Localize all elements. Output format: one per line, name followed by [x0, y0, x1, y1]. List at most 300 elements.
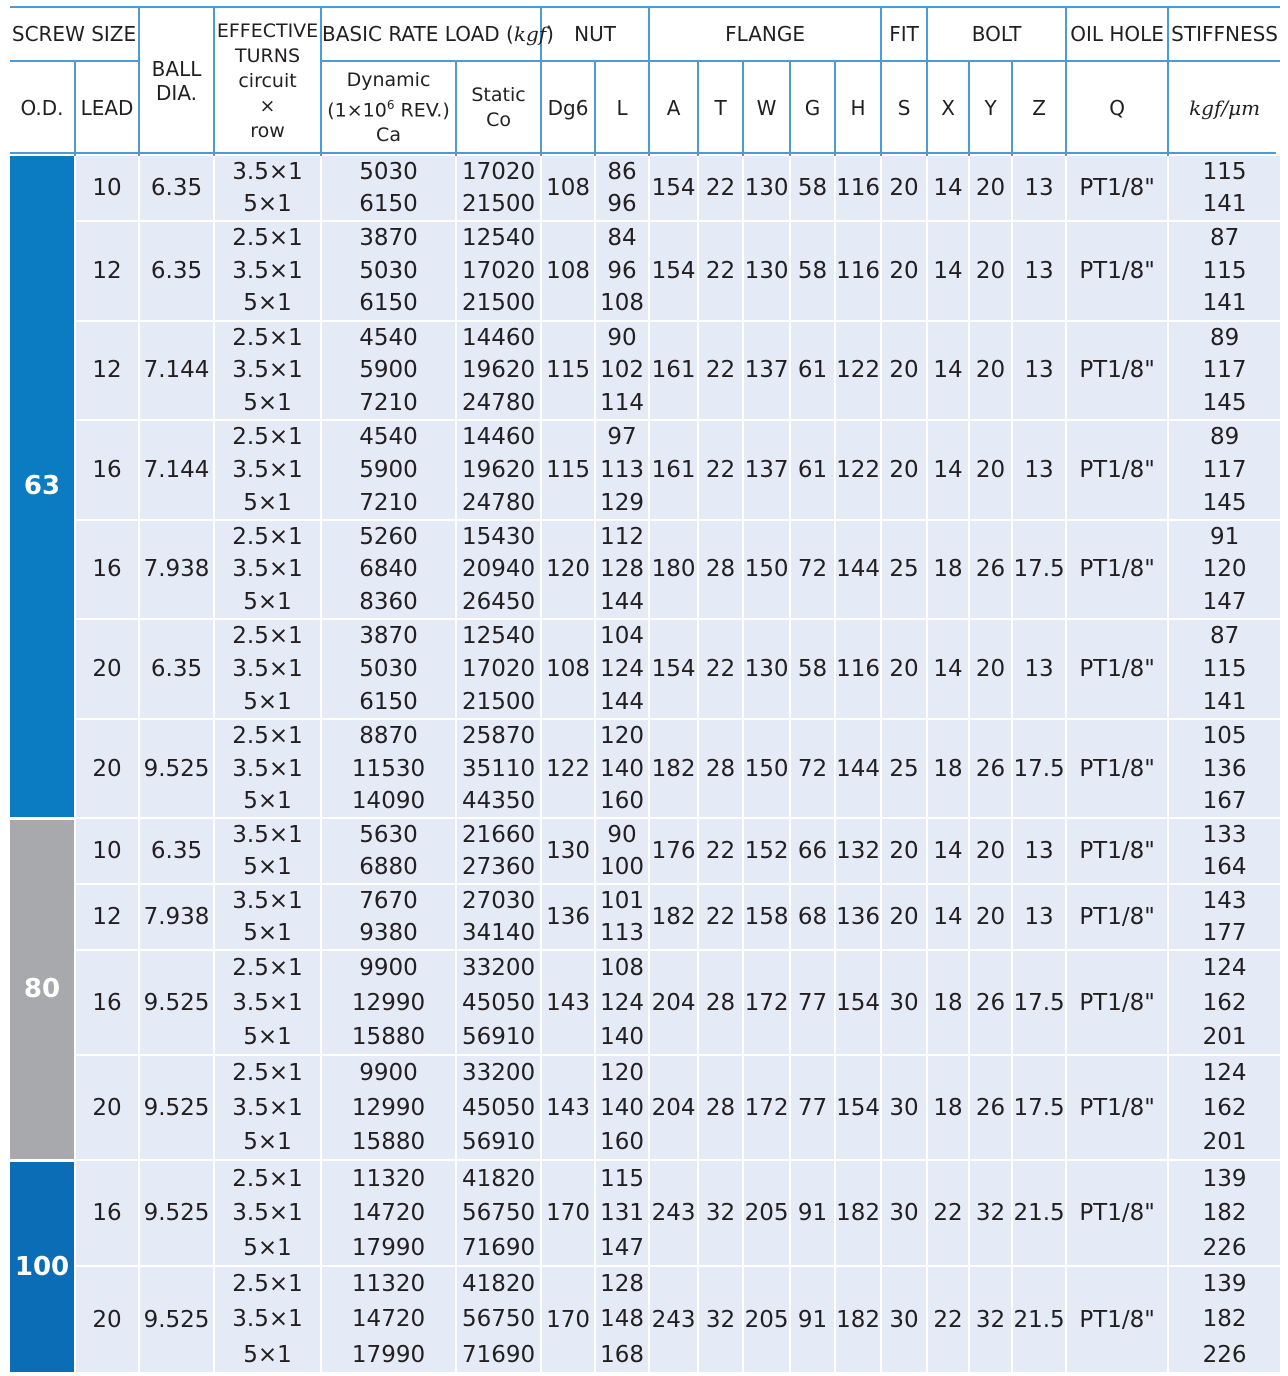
cell-s: 30: [881, 1266, 927, 1372]
cell-s: 25: [881, 719, 927, 819]
cell-l: 120: [595, 719, 649, 752]
cell-t: 28: [698, 950, 743, 1055]
cell-ball: 7.938: [139, 520, 214, 620]
cell-co: 21500: [456, 188, 541, 221]
cell-stiff: 141: [1168, 287, 1280, 320]
ball-screw-spec-table: [10, 6, 1280, 1372]
cell-x: 14: [927, 619, 969, 719]
cell-l: 96: [595, 254, 649, 287]
table-row: [10, 321, 1280, 354]
cell-ca: 6150: [321, 686, 456, 719]
cell-l: 101: [595, 884, 649, 917]
cell-turns: 3.5×1: [214, 1090, 321, 1125]
cell-w: 205: [743, 1160, 790, 1266]
cell-s: 20: [881, 321, 927, 421]
cell-l: 90: [595, 818, 649, 851]
cell-stiff: 87: [1168, 221, 1280, 254]
table-row: [10, 884, 1280, 917]
cell-l: 140: [595, 1090, 649, 1125]
cell-turns: 2.5×1: [214, 1160, 321, 1195]
cell-co: 56750: [456, 1196, 541, 1231]
cell-h: 132: [835, 818, 881, 884]
cell-lead: 12: [75, 221, 139, 321]
cell-g: 66: [790, 818, 835, 884]
cell-s: 30: [881, 1160, 927, 1266]
cell-turns: 3.5×1: [214, 985, 321, 1020]
cell-dg6: 170: [541, 1160, 595, 1266]
cell-l: 168: [595, 1337, 649, 1372]
cell-co: 25870: [456, 719, 541, 752]
cell-turns: 2.5×1: [214, 1055, 321, 1090]
cell-y: 20: [969, 221, 1012, 321]
a-header: A: [649, 61, 698, 155]
cell-y: 20: [969, 420, 1012, 520]
cell-turns: 5×1: [214, 188, 321, 221]
cell-l: 100: [595, 851, 649, 884]
cell-z: 13: [1012, 619, 1066, 719]
od-cell-80: 80: [10, 818, 75, 1160]
cell-dg6: 143: [541, 950, 595, 1055]
screw-size-header: SCREW SIZE: [10, 7, 139, 61]
cell-co: 41820: [456, 1266, 541, 1301]
cell-h: 144: [835, 719, 881, 819]
cell-y: 20: [969, 619, 1012, 719]
cell-co: 14460: [456, 420, 541, 453]
cell-stiff: 182: [1168, 1302, 1280, 1337]
table-row: [10, 1055, 1280, 1090]
cell-y: 26: [969, 1055, 1012, 1160]
cell-q: PT1/8": [1066, 818, 1168, 884]
q-header: Q: [1066, 61, 1168, 155]
cell-l: 86: [595, 155, 649, 188]
cell-a: 161: [649, 321, 698, 421]
cell-h: 116: [835, 619, 881, 719]
cell-w: 152: [743, 818, 790, 884]
cell-s: 20: [881, 884, 927, 950]
cell-co: 19620: [456, 453, 541, 486]
cell-w: 130: [743, 155, 790, 221]
cell-turns: 2.5×1: [214, 619, 321, 652]
cell-lead: 20: [75, 1055, 139, 1160]
cell-l: 124: [595, 985, 649, 1020]
oil-hole-header: OIL HOLE: [1066, 7, 1168, 61]
cell-stiff: 117: [1168, 453, 1280, 486]
cell-g: 68: [790, 884, 835, 950]
cell-turns: 2.5×1: [214, 1266, 321, 1301]
cell-h: 122: [835, 321, 881, 421]
cell-y: 26: [969, 520, 1012, 620]
cell-w: 137: [743, 420, 790, 520]
cell-turns: 3.5×1: [214, 884, 321, 917]
cell-z: 13: [1012, 221, 1066, 321]
cell-lead: 20: [75, 619, 139, 719]
cell-t: 22: [698, 619, 743, 719]
cell-stiff: 167: [1168, 785, 1280, 818]
table-row: [10, 1266, 1280, 1301]
cell-ca: 14720: [321, 1302, 456, 1337]
cell-a: 176: [649, 818, 698, 884]
cell-co: 21500: [456, 686, 541, 719]
cell-ball: 9.525: [139, 950, 214, 1055]
cell-x: 14: [927, 818, 969, 884]
cell-stiff: 141: [1168, 686, 1280, 719]
cell-ca: 15880: [321, 1125, 456, 1160]
cell-y: 32: [969, 1160, 1012, 1266]
cell-z: 17.5: [1012, 1055, 1066, 1160]
cell-h: 144: [835, 520, 881, 620]
cell-a: 154: [649, 221, 698, 321]
cell-l: 114: [595, 387, 649, 420]
t-header: T: [698, 61, 743, 155]
cell-turns: 5×1: [214, 1125, 321, 1160]
cell-g: 61: [790, 321, 835, 421]
cell-turns: 3.5×1: [214, 155, 321, 188]
cell-turns: 5×1: [214, 785, 321, 818]
cell-co: 35110: [456, 752, 541, 785]
cell-stiff: 89: [1168, 321, 1280, 354]
cell-ca: 7670: [321, 884, 456, 917]
cell-co: 56910: [456, 1020, 541, 1055]
cell-ball: 6.35: [139, 221, 214, 321]
cell-s: 25: [881, 520, 927, 620]
cell-a: 182: [649, 719, 698, 819]
cell-y: 20: [969, 818, 1012, 884]
cell-co: 41820: [456, 1160, 541, 1195]
cell-co: 21500: [456, 287, 541, 320]
cell-x: 14: [927, 155, 969, 221]
cell-t: 28: [698, 719, 743, 819]
cell-co: 26450: [456, 586, 541, 619]
cell-l: 108: [595, 287, 649, 320]
cell-a: 204: [649, 1055, 698, 1160]
cell-co: 45050: [456, 1090, 541, 1125]
table-row: [10, 619, 1280, 652]
cell-z: 13: [1012, 420, 1066, 520]
cell-co: 71690: [456, 1337, 541, 1372]
cell-dg6: 108: [541, 155, 595, 221]
cell-y: 20: [969, 884, 1012, 950]
cell-t: 22: [698, 321, 743, 421]
cell-ca: 11530: [321, 752, 456, 785]
cell-stiff: 124: [1168, 1055, 1280, 1090]
nut-header: NUT: [541, 7, 649, 61]
cell-l: 144: [595, 586, 649, 619]
cell-l: 147: [595, 1231, 649, 1266]
cell-y: 26: [969, 719, 1012, 819]
cell-co: 45050: [456, 985, 541, 1020]
table-row: [10, 818, 1280, 851]
cell-w: 137: [743, 321, 790, 421]
z-header: Z: [1012, 61, 1066, 155]
cell-stiff: 164: [1168, 851, 1280, 884]
cell-stiff: 182: [1168, 1196, 1280, 1231]
cell-t: 22: [698, 221, 743, 321]
cell-ca: 5900: [321, 354, 456, 387]
cell-turns: 5×1: [214, 387, 321, 420]
cell-y: 20: [969, 321, 1012, 421]
cell-ca: 3870: [321, 221, 456, 254]
cell-co: 56750: [456, 1302, 541, 1337]
cell-ca: 5900: [321, 453, 456, 486]
cell-h: 116: [835, 155, 881, 221]
cell-l: 84: [595, 221, 649, 254]
cell-l: 112: [595, 520, 649, 553]
cell-turns: 3.5×1: [214, 652, 321, 685]
cell-co: 71690: [456, 1231, 541, 1266]
cell-l: 129: [595, 487, 649, 520]
cell-z: 17.5: [1012, 950, 1066, 1055]
cell-stiff: 87: [1168, 619, 1280, 652]
cell-l: 102: [595, 354, 649, 387]
cell-co: 12540: [456, 221, 541, 254]
cell-co: 33200: [456, 1055, 541, 1090]
cell-co: 27360: [456, 851, 541, 884]
cell-ca: 6880: [321, 851, 456, 884]
cell-dg6: 130: [541, 818, 595, 884]
cell-x: 18: [927, 520, 969, 620]
cell-ca: 5030: [321, 155, 456, 188]
cell-ca: 5630: [321, 818, 456, 851]
cell-turns: 2.5×1: [214, 520, 321, 553]
s-header: S: [881, 61, 927, 155]
spec-table-body: [10, 155, 1280, 1372]
cell-co: 17020: [456, 155, 541, 188]
table-row: [10, 520, 1280, 553]
cell-ca: 12990: [321, 985, 456, 1020]
cell-l: 124: [595, 652, 649, 685]
cell-q: PT1/8": [1066, 520, 1168, 620]
cell-turns: 5×1: [214, 487, 321, 520]
cell-lead: 20: [75, 1266, 139, 1372]
cell-s: 20: [881, 619, 927, 719]
cell-a: 161: [649, 420, 698, 520]
cell-t: 22: [698, 420, 743, 520]
cell-t: 28: [698, 520, 743, 620]
cell-y: 26: [969, 950, 1012, 1055]
table-row: [10, 221, 1280, 254]
cell-stiff: 120: [1168, 553, 1280, 586]
cell-l: 144: [595, 686, 649, 719]
cell-l: 131: [595, 1196, 649, 1231]
cell-ca: 14720: [321, 1196, 456, 1231]
cell-ca: 9900: [321, 1055, 456, 1090]
cell-co: 14460: [456, 321, 541, 354]
cell-g: 91: [790, 1266, 835, 1372]
cell-g: 77: [790, 950, 835, 1055]
cell-t: 22: [698, 884, 743, 950]
od-cell-100: 100: [10, 1160, 75, 1372]
cell-ca: 11320: [321, 1266, 456, 1301]
cell-co: 17020: [456, 652, 541, 685]
cell-turns: 3.5×1: [214, 1196, 321, 1231]
cell-lead: 12: [75, 884, 139, 950]
cell-lead: 10: [75, 818, 139, 884]
cell-l: 140: [595, 752, 649, 785]
cell-stiff: 115: [1168, 254, 1280, 287]
cell-a: 243: [649, 1266, 698, 1372]
y-header: Y: [969, 61, 1012, 155]
cell-w: 130: [743, 619, 790, 719]
cell-ca: 5030: [321, 652, 456, 685]
w-header: W: [743, 61, 790, 155]
effective-turns-header: EFFECTIVE TURNS circuit × row: [214, 7, 321, 155]
cell-co: 24780: [456, 387, 541, 420]
lead-header: LEAD: [75, 61, 139, 155]
cell-turns: 2.5×1: [214, 221, 321, 254]
cell-turns: 2.5×1: [214, 719, 321, 752]
cell-t: 32: [698, 1160, 743, 1266]
cell-t: 22: [698, 818, 743, 884]
cell-ca: 9380: [321, 917, 456, 950]
x-header: X: [927, 61, 969, 155]
cell-co: 12540: [456, 619, 541, 652]
cell-l: 97: [595, 420, 649, 453]
od-header: O.D.: [10, 61, 75, 155]
cell-g: 91: [790, 1160, 835, 1266]
flange-header: FLANGE: [649, 7, 881, 61]
cell-g: 72: [790, 719, 835, 819]
cell-ca: 9900: [321, 950, 456, 985]
cell-lead: 16: [75, 1160, 139, 1266]
cell-turns: 5×1: [214, 586, 321, 619]
cell-stiff: 139: [1168, 1160, 1280, 1195]
cell-l: 96: [595, 188, 649, 221]
cell-l: 160: [595, 785, 649, 818]
cell-stiff: 226: [1168, 1337, 1280, 1372]
cell-ca: 5260: [321, 520, 456, 553]
table-row: [10, 719, 1280, 752]
cell-g: 77: [790, 1055, 835, 1160]
cell-l: 113: [595, 917, 649, 950]
cell-s: 20: [881, 818, 927, 884]
cell-z: 13: [1012, 884, 1066, 950]
cell-x: 14: [927, 321, 969, 421]
cell-ca: 4540: [321, 321, 456, 354]
cell-x: 22: [927, 1266, 969, 1372]
cell-x: 22: [927, 1160, 969, 1266]
dg6-header: Dg6: [541, 61, 595, 155]
cell-lead: 20: [75, 719, 139, 819]
stiffness-header: STIFFNESS: [1168, 7, 1280, 61]
cell-x: 14: [927, 420, 969, 520]
cell-s: 20: [881, 155, 927, 221]
cell-co: 44350: [456, 785, 541, 818]
cell-w: 205: [743, 1266, 790, 1372]
cell-ca: 3870: [321, 619, 456, 652]
cell-turns: 5×1: [214, 287, 321, 320]
table-row: [10, 155, 1280, 188]
cell-turns: 5×1: [214, 1231, 321, 1266]
cell-turns: 5×1: [214, 1020, 321, 1055]
cell-q: PT1/8": [1066, 321, 1168, 421]
cell-l: 104: [595, 619, 649, 652]
cell-w: 172: [743, 950, 790, 1055]
cell-stiff: 145: [1168, 387, 1280, 420]
cell-turns: 3.5×1: [214, 453, 321, 486]
cell-ball: 9.525: [139, 1266, 214, 1372]
cell-stiff: 141: [1168, 188, 1280, 221]
cell-stiff: 105: [1168, 719, 1280, 752]
cell-q: PT1/8": [1066, 1055, 1168, 1160]
cell-l: 120: [595, 1055, 649, 1090]
cell-l: 113: [595, 453, 649, 486]
cell-a: 243: [649, 1160, 698, 1266]
cell-x: 14: [927, 221, 969, 321]
cell-stiff: 201: [1168, 1125, 1280, 1160]
cell-w: 150: [743, 520, 790, 620]
cell-turns: 5×1: [214, 851, 321, 884]
cell-ca: 12990: [321, 1090, 456, 1125]
cell-co: 21660: [456, 818, 541, 851]
cell-x: 18: [927, 1055, 969, 1160]
cell-turns: 3.5×1: [214, 1302, 321, 1337]
cell-turns: 2.5×1: [214, 420, 321, 453]
cell-l: 140: [595, 1020, 649, 1055]
cell-q: PT1/8": [1066, 619, 1168, 719]
table-row: [10, 1160, 1280, 1195]
cell-stiff: 136: [1168, 752, 1280, 785]
cell-l: 115: [595, 1160, 649, 1195]
cell-ball: 6.35: [139, 155, 214, 221]
cell-turns: 5×1: [214, 686, 321, 719]
cell-g: 58: [790, 619, 835, 719]
cell-z: 17.5: [1012, 520, 1066, 620]
cell-l: 148: [595, 1302, 649, 1337]
cell-q: PT1/8": [1066, 1266, 1168, 1372]
header-divider: [10, 152, 1276, 154]
cell-stiff: 115: [1168, 155, 1280, 188]
cell-x: 18: [927, 719, 969, 819]
cell-ca: 14090: [321, 785, 456, 818]
cell-co: 17020: [456, 254, 541, 287]
cell-dg6: 136: [541, 884, 595, 950]
cell-g: 58: [790, 221, 835, 321]
cell-ca: 11320: [321, 1160, 456, 1195]
cell-dg6: 108: [541, 619, 595, 719]
cell-q: PT1/8": [1066, 719, 1168, 819]
cell-t: 28: [698, 1055, 743, 1160]
cell-dg6: 120: [541, 520, 595, 620]
cell-stiff: 117: [1168, 354, 1280, 387]
cell-ca: 17990: [321, 1337, 456, 1372]
cell-co: 33200: [456, 950, 541, 985]
stiffness-unit-header: kgf/μm: [1168, 61, 1280, 155]
cell-t: 32: [698, 1266, 743, 1372]
cell-turns: 5×1: [214, 1337, 321, 1372]
cell-turns: 3.5×1: [214, 254, 321, 287]
cell-w: 130: [743, 221, 790, 321]
cell-co: 15430: [456, 520, 541, 553]
cell-ball: 9.525: [139, 1055, 214, 1160]
cell-a: 182: [649, 884, 698, 950]
cell-g: 61: [790, 420, 835, 520]
od-cell-63: 63: [10, 155, 75, 818]
cell-z: 13: [1012, 818, 1066, 884]
cell-turns: 5×1: [214, 917, 321, 950]
cell-a: 204: [649, 950, 698, 1055]
cell-y: 20: [969, 155, 1012, 221]
static-header: Static Co: [456, 61, 541, 155]
cell-l: 90: [595, 321, 649, 354]
cell-l: 128: [595, 1266, 649, 1301]
cell-s: 30: [881, 1055, 927, 1160]
cell-h: 182: [835, 1266, 881, 1372]
cell-q: PT1/8": [1066, 420, 1168, 520]
cell-co: 24780: [456, 487, 541, 520]
cell-co: 27030: [456, 884, 541, 917]
cell-w: 172: [743, 1055, 790, 1160]
cell-ball: 6.35: [139, 818, 214, 884]
